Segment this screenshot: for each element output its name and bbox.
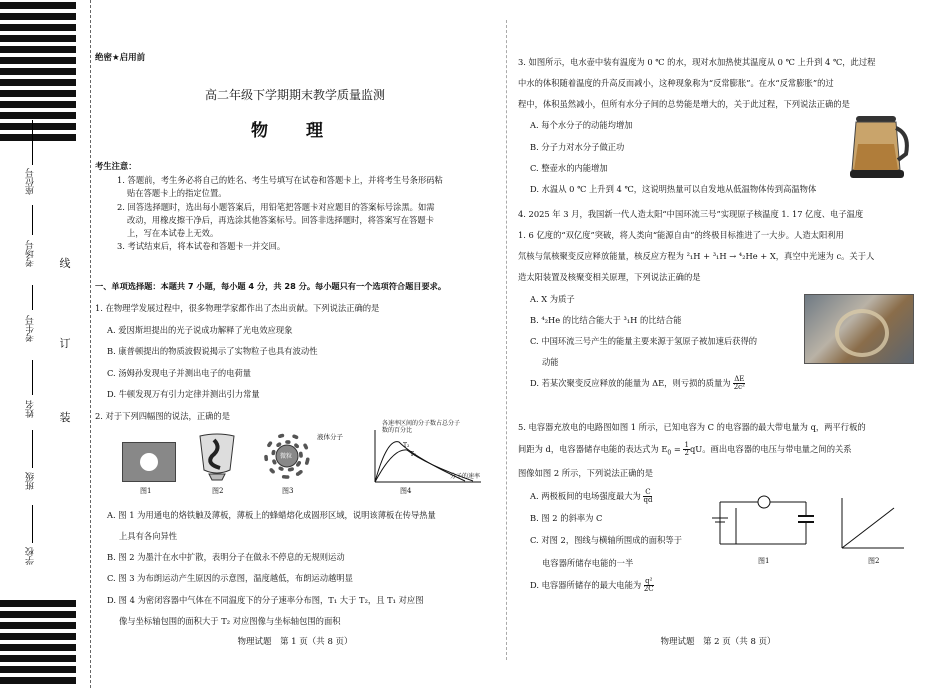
fig2-beaker <box>192 430 242 485</box>
section-heading: 一、单项选择题：本题共 7 小题，每小题 4 分，共 28 分。每小题只有一个选项符合题目要求。 <box>95 281 447 291</box>
q2-option-d2: 像与坐标轴包围的面积大于 T₂ 对应图像与坐标轴包围的面积 <box>119 615 341 626</box>
binding-stripe <box>0 655 76 662</box>
q5-stem-2: 间距为 d，电容器储存电能的表达式为 $E_0$ = $\frac{1}{2}$ qU。画出电容器的电压与带电量之间的关系 <box>518 441 852 458</box>
binding-stripe <box>0 622 76 629</box>
side-field-school: 学校 <box>20 505 50 575</box>
liquid-molecule <box>292 434 296 438</box>
liquid-molecule <box>264 457 268 461</box>
q2-options <box>95 505 495 632</box>
q5-option-a: A. 两极板间的电场强度最大为 $\frac{C}{qd}$ <box>530 487 653 504</box>
liquid-molecule <box>280 467 284 471</box>
fig2-label: 图2 <box>212 487 224 495</box>
side-field-id: 考生号 <box>20 285 50 365</box>
notice-2b: 改动，用橡皮擦干净后，再选涂其他答案标号。回答非选择题时，将答案写在答题卡 <box>127 214 434 225</box>
side-field-room: 考场号 <box>20 205 50 285</box>
binding-stripe <box>0 677 76 684</box>
page-1-footer: 物理试题 第 1 页（共 8 页） <box>237 637 353 647</box>
q2-option-c: C. 图 3 为布朗运动产生原因的示意图，温度越低，布朗运动越明显 <box>107 573 353 584</box>
q4-option-b: B. ⁴₂He 的比结合能大于 ³₁H 的比结合能 <box>530 314 682 325</box>
q3-option-c: C. 整壶水的内能增加 <box>530 162 608 173</box>
q4-option-a: A. X 为质子 <box>530 293 575 304</box>
q2-option-a2: 上具有各向异性 <box>119 531 178 542</box>
notice-3: 3. 考试结束后，将本试卷和答题卡一并交回。 <box>117 241 286 252</box>
q2-option-b: B. 图 2 为墨汁在水中扩散，表明分子在做永不停息的无规则运动 <box>107 552 345 563</box>
binding-stripe <box>0 13 76 20</box>
q3-stem-1: 3. 如图所示，电水壶中装有温度为 0 ℃ 的水，现对水加热使其温度从 0 ℃ 上升到 4 ℃，此过程 <box>518 57 876 67</box>
binding-dashed-line <box>90 0 91 688</box>
binding-stripe <box>0 79 76 86</box>
fig4-xlabel: 分子的速率 <box>450 473 481 480</box>
fig3-molecule-label: 液体分子 <box>317 433 343 441</box>
q5-stem-1: 5. 电容器充放电的电路图如图 1 所示，已知电容为 C 的电容器的最大带电量为 q，两平行板的 <box>518 422 866 432</box>
liquid-molecule <box>278 434 282 438</box>
q4-stem-2: 1. 6 亿度的“双亿度”突破，将人类向“能源自由”的终极目标推进了一大步。人造太阳利用 <box>518 230 844 241</box>
secret-label: 绝密★启用前 <box>95 53 146 63</box>
binding-stripe <box>0 101 76 108</box>
q4-option-c2: 动能 <box>542 357 559 368</box>
q5-option-c: C. 对图 2，图线与横轴所围成的面积等于 <box>530 535 682 546</box>
q4-stem-3: 氘核与氚核聚变反应释放能量，核反应方程为 ²₁H + ³₁H → ⁴₂He + X，真空中光速为 c。关于人 <box>518 251 875 262</box>
fig4-t1-label: T₁ <box>410 451 417 458</box>
notice-title: 考生注意： <box>95 161 137 171</box>
q2-figures <box>120 420 490 500</box>
binding-stripe <box>0 24 76 31</box>
notice-1b: 贴在答题卡上的指定位置。 <box>127 188 227 199</box>
q3-stem-2: 中水的体积随着温度的升高反而减小，这种现象称为“反常膨胀”。在水“反常膨胀”的过 <box>518 78 834 89</box>
q5-option-d: D. 电容器所储存的最大电能为 $\frac{\text{q²}}{2C}$ <box>530 577 654 594</box>
q1-option-d: D. 牛顿发现万有引力定律并测出引力常量 <box>107 389 260 400</box>
q3-option-a: A. 每个水分子的动能均增加 <box>530 120 633 131</box>
liquid-molecule <box>285 440 289 444</box>
q5-fig2-label: 图2 <box>868 557 880 565</box>
q3-option-b: B. 分子力对水分子做正功 <box>530 141 625 152</box>
liquid-molecule <box>273 461 277 465</box>
tokamak-image <box>804 294 914 364</box>
notice-2c: 上，写在本试卷上无效。 <box>127 228 219 239</box>
q4-stem-1: 4. 2025 年 3 月，我国新一代人造太阳“中国环流三号”实现原子核温度 1. 17 亿度、电子温度 <box>518 209 864 219</box>
binding-word-xian: 线 <box>59 257 71 270</box>
fig3-particle-label: 微粒 <box>280 453 293 460</box>
liquid-molecule <box>271 470 275 474</box>
liquid-molecule <box>303 444 307 448</box>
fig1-plate <box>122 442 176 482</box>
binding-stripe <box>0 68 76 75</box>
q5-fig1-label: 图1 <box>758 557 770 565</box>
fig4-t2-label: T₂ <box>403 442 410 449</box>
liquid-molecule <box>290 467 294 471</box>
q4-option-d: D. 若某次聚变反应释放的能量为 ΔE，则亏损的质量为 $\frac{\Delta E}{\text{2c²}}$ <box>530 375 745 392</box>
q3-option-d: D. 水温从 0 ℃ 上升到 4 ℃，这说明热量可以自发地从低温物体传到高温物体 <box>530 183 817 194</box>
q5-stem-3: 图像如图 2 所示，下列说法正确的是 <box>518 468 654 479</box>
q1-option-a: A. 爱因斯坦提出的光子说成功解释了光电效应现象 <box>107 324 293 335</box>
liquid-molecule <box>294 443 298 447</box>
binding-stripe <box>0 611 76 618</box>
binding-stripe <box>0 644 76 651</box>
question-1 <box>95 298 495 427</box>
fig4-ylabel: 各速率区间的分子数占总分子数的百分比 <box>382 420 461 435</box>
liquid-molecule <box>299 452 303 456</box>
liquid-molecule <box>297 461 301 465</box>
page-divider <box>506 20 507 660</box>
page-1 <box>95 0 495 688</box>
binding-stripe <box>0 2 76 9</box>
kettle-image <box>848 114 912 180</box>
q4-option-c: C. 中国环流三号产生的能量主要来源于氢原子被加速后获得的 <box>530 335 758 346</box>
page-2 <box>518 0 914 688</box>
binding-stripe <box>0 35 76 42</box>
binding-stripe <box>0 666 76 673</box>
liquid-molecule <box>306 457 310 461</box>
q1-stem: 1. 在物理学发展过程中，很多物理学家都作出了杰出贡献。下列说法正确的是 <box>95 303 380 313</box>
q5-option-c2: 电容器所储存电能的一半 <box>542 557 634 568</box>
q5-circuit-figure <box>706 494 816 556</box>
binding-stripe <box>0 112 76 119</box>
q5-uq-graph <box>836 496 906 552</box>
exam-title: 高二年级下学期期末教学质量监测 <box>204 88 385 102</box>
liquid-molecule <box>276 443 280 447</box>
q3-stem-3: 程中，体积虽然减小，但所有水分子间的总势能是增大的，关于此过程，下列说法正确的是 <box>518 99 850 110</box>
notice-list <box>117 174 477 254</box>
q2-option-a: A. 图 1 为用通电的烙铁触及薄板，薄板上的蜂蜡熔化成圆形区域，说明该薄板在传导热量 <box>107 510 436 520</box>
notice-2: 2. 回答选择题时，选出每小题答案后，用铅笔把答题卡对应题目的答案标号涂黑。如需 <box>117 201 435 212</box>
liquid-molecule <box>286 475 290 479</box>
binding-stripe <box>0 633 76 640</box>
side-field-class: 班级 <box>20 430 50 500</box>
binding-stripe <box>0 90 76 97</box>
fig3-label: 图3 <box>282 487 294 495</box>
q1-option-c: C. 汤姆孙发现电子并测出电子的电荷量 <box>107 367 252 378</box>
side-field-name: 姓名 <box>20 360 50 430</box>
liquid-molecule <box>299 470 303 474</box>
binding-word-ding: 订 <box>59 337 71 350</box>
liquid-molecule <box>271 452 275 456</box>
q2-option-d: D. 图 4 为密闭容器中气体在不同温度下的分子速率分布图，T₁ 大于 T₂，且 T₁ 对应图 <box>107 594 424 605</box>
q5-option-b: B. 图 2 的斜率为 C <box>530 513 603 524</box>
fig4-label: 图4 <box>400 487 412 495</box>
fig1-label: 图1 <box>140 487 152 495</box>
q2-stem: 2. 对于下列四幅图的说法，正确的是 <box>95 410 231 421</box>
binding-stripe <box>0 600 76 607</box>
subject-title: 物 理 <box>251 121 339 141</box>
page-2-footer: 物理试题 第 2 页（共 8 页） <box>660 637 776 647</box>
notice-1: 1. 答题前，考生务必将自己的姓名、考生号填写在试卷和答题卡上，并将考生号条形码粘 <box>117 175 443 185</box>
q4-stem-4: 造太阳装置及核聚变相关原理，下列说法正确的是 <box>518 272 701 283</box>
binding-stripe <box>0 46 76 53</box>
binding-word-zhuang: 装 <box>59 411 71 424</box>
q1-option-b: B. 康普顿提出的物质波假说揭示了实物粒子也具有波动性 <box>107 346 318 357</box>
side-field-seat: 座位号 <box>20 120 50 200</box>
binding-stripe <box>0 57 76 64</box>
liquid-molecule <box>267 444 271 448</box>
